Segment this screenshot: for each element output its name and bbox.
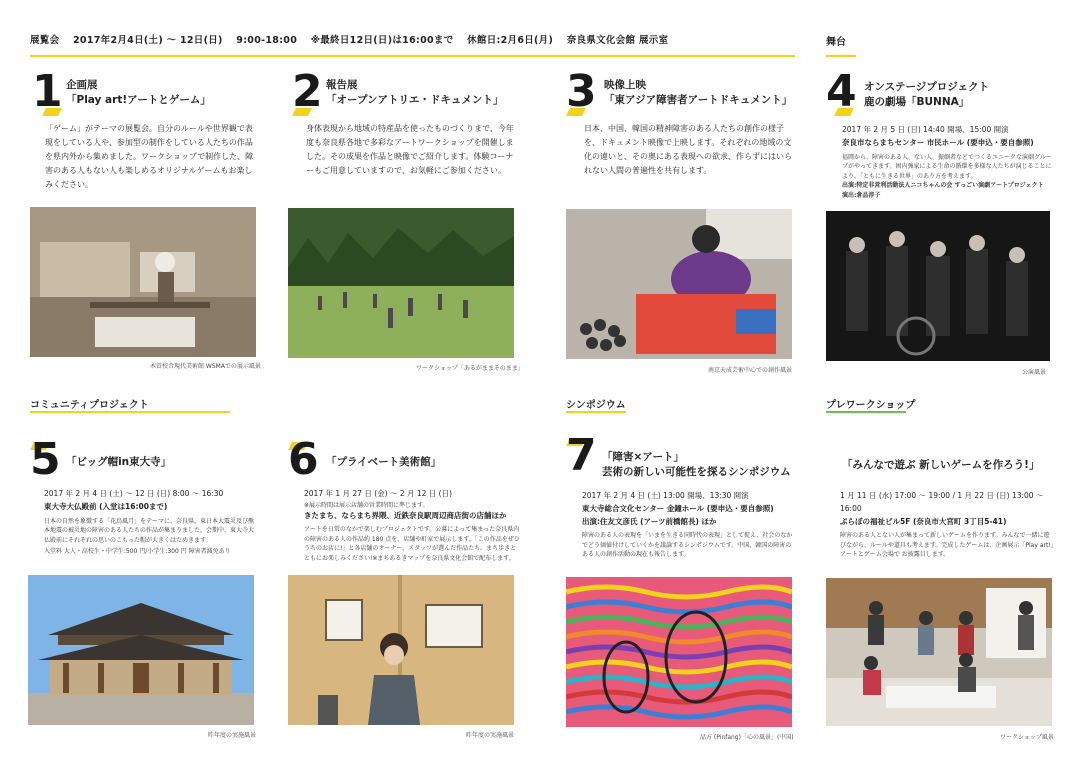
item-4-detail: 2017 年 2 月 5 日 (日) 14:40 開場、15:00 開演 奈良市ならまちセンター 市民ホール (要申込・要自参照) 福岡から、障害のある人、ない人、振劇者などでつくるユニークな演劇グループがやってきます。困内強家による生命の循環を多様な人たちが演じることにより、「ともに生きる世界」のあり方を考えます。 出演:特定非営利活動法人ニコちゃんの会 すっごい演劇アートプロジェクト 演出:倉品淳子	[842, 125, 1052, 199]
item-1-photo	[30, 207, 256, 357]
exhibition-dates: 2017年2月4日(土) 〜 12日(日)	[73, 35, 223, 46]
item-8-caption: ワークショップ風景	[1000, 734, 1054, 741]
number-5: 5	[30, 434, 61, 485]
number-7: 7	[566, 430, 597, 481]
number-2: 2	[292, 66, 323, 117]
section-stage: 舞台	[826, 37, 846, 48]
community-underline	[30, 411, 230, 413]
section-community: コミュニティプロジェクト	[30, 400, 149, 411]
item-1-body: 「ゲーム」がテーマの展覧会。自分のルールや世界観で表現をしている人や、参加型の制作をしている人たちの作品を県内外から集めました。ワークショップで制作した、障害のある人もない人も楽しめるオリジナルゲームもお楽しみください。	[45, 124, 254, 189]
exhibition-closed: 休館日:2月6日(月)	[467, 35, 554, 46]
header-underline	[30, 55, 795, 57]
number-6: 6	[288, 434, 319, 485]
exhibition-header	[30, 32, 678, 46]
stage-underline	[826, 55, 856, 57]
item-5-photo	[28, 575, 254, 725]
item-2-caption: ワークショップ「あるがままそのまま」	[416, 365, 524, 372]
section-symposium: シンポジウム	[566, 400, 626, 411]
item-1-title: 企画展 「Play art!アートとゲーム」	[66, 79, 211, 107]
exhibition-label: 展覧会	[30, 35, 60, 46]
item-8-photo	[826, 578, 1052, 726]
item-3-caption: 南京天成芸術中心での創作風景	[708, 367, 793, 374]
section-prework: プレワークショップ	[826, 400, 916, 411]
item-3-title: 映像上映 「東アジア障害者アートドキュメント」	[604, 79, 793, 107]
symposium-underline	[566, 411, 626, 413]
item-6-caption: 昨年度の実施風景	[466, 732, 515, 739]
item-7-photo	[566, 577, 792, 727]
item-8-title: 「みんなで遊ぶ 新しいゲームを作ろう!」	[842, 459, 1040, 471]
item-4-photo	[826, 211, 1050, 361]
number-1: 1	[32, 66, 63, 117]
item-6-photo	[288, 575, 514, 725]
exhibition-last-day: ※最終日12日(日)は16:00まで	[310, 35, 454, 46]
item-4-caption: 公演風景	[1022, 369, 1047, 376]
item-3-photo	[566, 209, 792, 359]
item-2-body: 身体表現から地域の特産品を使ったものづくりまで、今年度も奈良県各地で多彩なアートワークショップを開催しました。その成果を作品と映像でご紹介します。体験コーナーもご用意していますので、お気軽にご参加ください。	[306, 124, 514, 175]
number-3: 3	[566, 66, 597, 117]
item-8-detail: 1 月 11 日 (水) 17:00 〜 19:00 / 1 月 22 日 (日) 13:00 〜 16:00 ぷらぼの福祉ビル5F (奈良市大宮町 3丁目5-41) 障害のある人とない人が集まって新しいゲームを作ります。みんなで一緒に遊びながら、ルールや道具も考えます。完成したゲームは、企画展示「Play art!」アートとゲーム会場で お披露目します。	[840, 491, 1054, 559]
item-5-title: 「ビッグ帽in東大寺」	[66, 456, 172, 468]
prework-underline	[826, 411, 906, 413]
item-6-detail: 2017 年 1 月 27 日 (金) 〜 2 月 12 日 (日) ※展示時間は展示店舗の営業時間に準じます。 きたまち、ならまち界隈、近鉄奈良駅周辺商店街の店舗ほか アートを日常のなかで楽しむプロジェクトです。公募によって集まった奈良県内の障害のある人の作品約 180 点を、店舗や町家で展示します。「この作品をぜひうちのお店に!」と各店舗のオーナー、スタッフが選んだ作品たち。まち歩きとともにお楽しみください!※まちあるきマップを奈良県文化会館で配布します。	[304, 489, 520, 562]
number-4: 4	[826, 66, 857, 117]
item-1-caption: 木曽校舎現代美術館 WSMAでの展示風景	[150, 363, 261, 370]
item-2-title: 報告展 「オープンアトリエ・ドキュメント」	[326, 79, 504, 107]
exhibition-hours: 9:00-18:00	[236, 35, 298, 46]
item-6-title: 「プライベート美術館」	[326, 456, 442, 468]
item-3-body: 日本、中国、韓国の精神障害のある人たちの創作の様子を、ドキュメント映像で上映します。それぞれの地域の文化の違いと、その奥にある表現への欲求、作らずにはいられない人間の普遍性を共有します。	[584, 124, 792, 175]
item-7-detail: 2017 年 2 月 4 日 (土) 13:00 開場、13:30 開演 東大寺総合文化センター 金鐘ホール (要申込・要自参照) 出演:住友文彦氏 (アーツ前橋館長) ほか 障害のある人の表現を「いまを生きる同時代の表現」として捉え、社会のなかでどう価値付けしていくかを議論するシンポジウムです。中国、韓国の障害のある人の創作活動の現在も報告します。	[582, 491, 793, 559]
item-4-title: オンステージプロジェクト 鹿の劇場「BUNNA」	[864, 81, 990, 109]
item-5-detail: 2017 年 2 月 4 日 (土) 〜 12 日 (日) 8:00 〜 16:30 東大寺大仏殿前 (入堂は16:00まで) 日本の自然を象徴する「花鳥風月」をテーマに、奈良県、東日本大震災及び熊本地震の被災地の障害のある人たちの作品が集まりました。会期中、東大寺大仏殿前にそれぞれの思いのこもった帽が大きくはためきます。 入堂料 大人・高校生・中学生:500 円/小学生:300 円 障害者減免あり	[44, 489, 255, 556]
item-5-caption: 昨年度の実施風景	[208, 732, 257, 739]
exhibition-venue: 奈良県文化会館 展示室	[566, 35, 669, 46]
item-7-caption: 品方 (Pinfang)「心の風景」(中国)	[700, 734, 794, 741]
item-7-title: 「障害×アート」 芸術の新しい可能性を探るシンポジウム	[602, 451, 791, 479]
item-2-photo	[288, 208, 514, 358]
